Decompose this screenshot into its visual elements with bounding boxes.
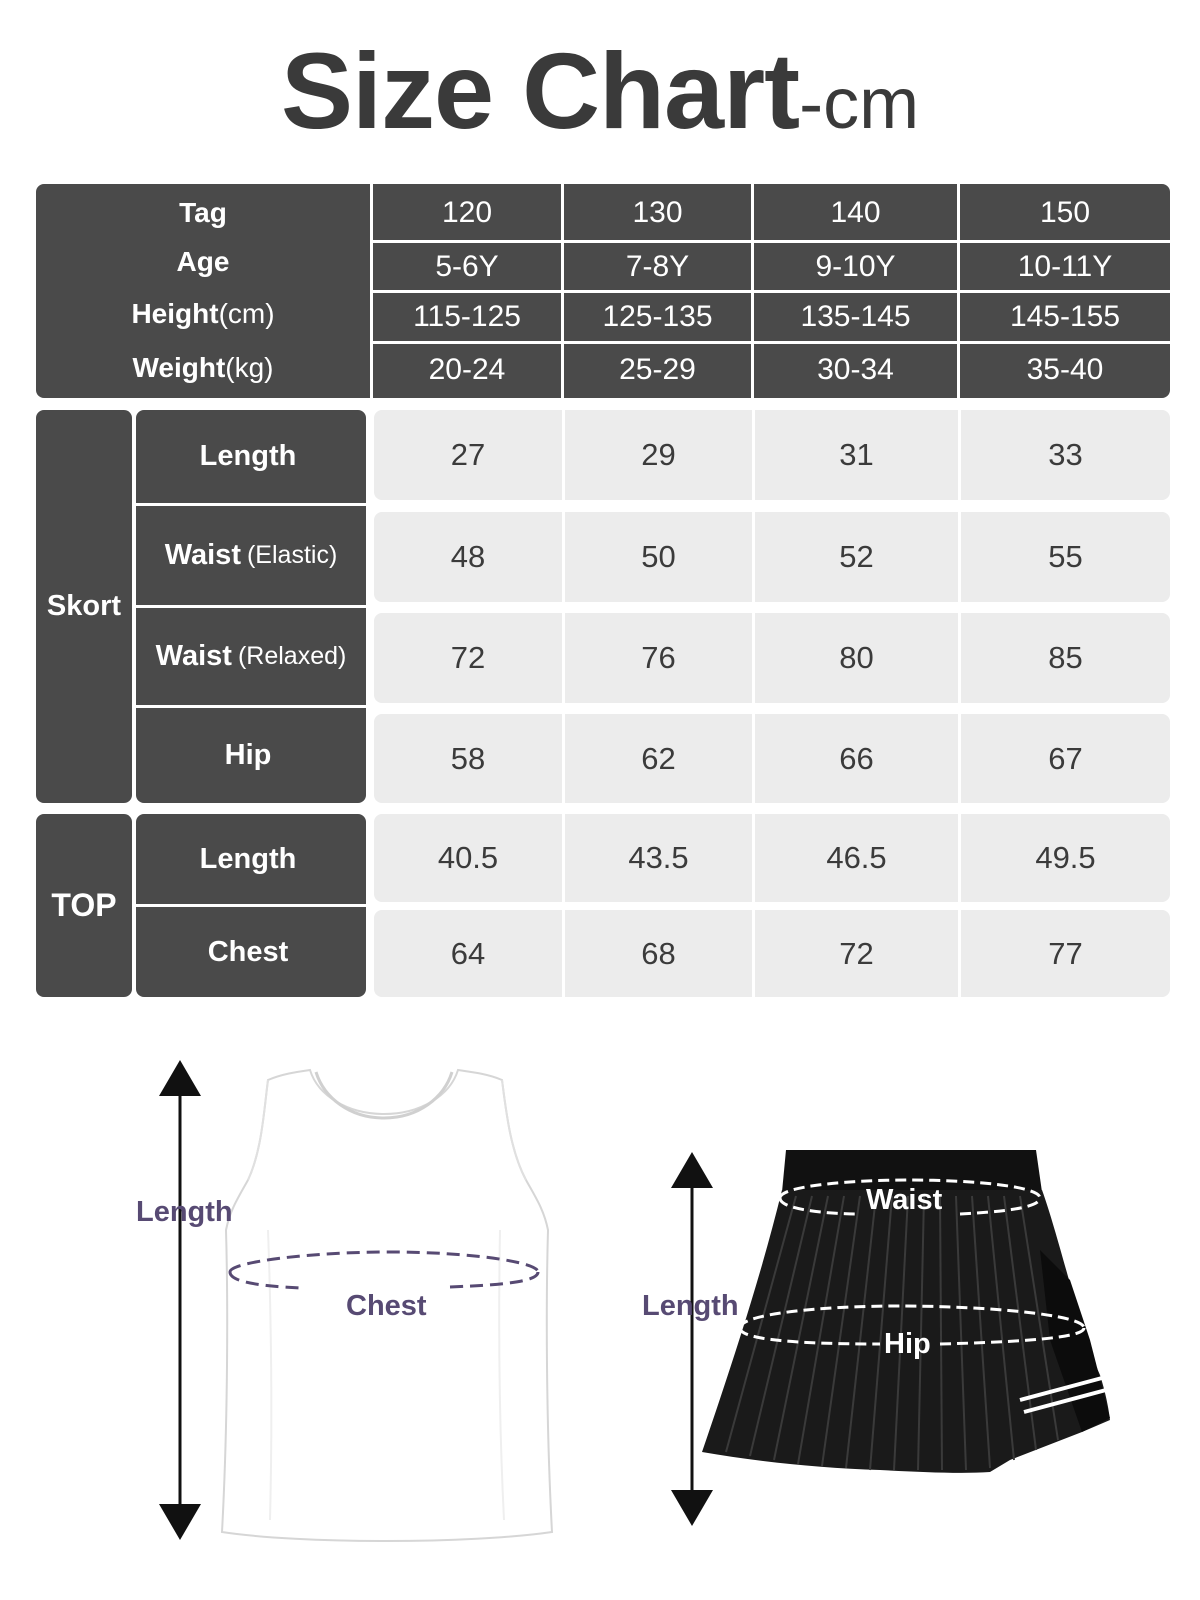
value-cell: 48 [450,539,486,574]
value-cell: 46.5 [826,840,887,875]
header-label-height: Height (cm) [131,298,275,329]
column-divider [562,410,565,997]
top-row-length [374,814,1170,902]
value-cell: 64 [450,935,486,971]
skort-row-waist-elastic [374,512,1170,602]
value-cell: 77 [1048,935,1083,971]
tag-value: 150 [1039,196,1091,229]
weight-value: 35-40 [1026,353,1104,386]
value-cell: 43.5 [628,840,689,875]
row-label-top-length: Length [136,814,366,904]
row-label-skort-waist-relaxed: Waist (Relaxed) [136,608,366,705]
value-cell: 85 [1048,640,1083,675]
value-cell: 31 [839,437,874,472]
weight-value: 25-29 [619,353,696,386]
header-block [36,184,1170,398]
header-divider [370,290,1170,293]
age-value: 5-6Y [435,250,499,283]
garment-svg [0,1040,1200,1600]
top-row-chest [374,910,1170,997]
value-cell: 72 [839,935,874,971]
tag-value: 120 [441,196,493,229]
value-cell: 58 [450,740,486,776]
height-value: 125-135 [602,300,713,333]
value-cell: 49.5 [1035,840,1096,875]
age-value: 10-11Y [1017,250,1113,283]
weight-value: 30-34 [817,353,894,386]
row-label-skort-length: Length [136,410,366,503]
tag-value: 140 [830,196,881,229]
value-cell: 27 [450,437,486,472]
tag-value: 130 [632,196,683,229]
title-main: Size Chart [280,30,800,151]
age-value: 9-10Y [815,250,896,283]
value-cell: 76 [641,640,676,675]
top-length-label: Length [136,1196,233,1228]
skort-length-label: Length [642,1290,739,1322]
row-label-skort-hip: Hip [136,708,366,803]
column-divider [958,410,961,997]
value-cell: 55 [1048,539,1083,574]
height-value: 115-125 [413,300,521,333]
skort-row-hip [374,714,1170,803]
skort-waist-label: Waist [866,1184,943,1216]
value-cell: 72 [450,640,486,675]
header-label-tag: Tag [179,197,227,228]
row-label-top-chest: Chest [136,907,366,997]
value-cell: 68 [641,935,676,971]
header-divider [370,341,1170,344]
value-cell: 40.5 [437,840,499,875]
group-label-skort: Skort [36,410,132,803]
garment-illustrations [0,1040,1200,1600]
header-label-weight: Weight (kg) [132,352,274,383]
value-cell: 66 [839,740,874,776]
column-divider [752,410,755,997]
title-unit: -cm [799,64,920,144]
page-title [0,28,1200,153]
height-value: 135-145 [800,300,911,333]
height-value: 145-155 [1009,300,1121,333]
row-label-skort-waist-elastic: Waist (Elastic) [136,506,366,605]
skort-row-waist-relaxed [374,613,1170,703]
header-divider [370,240,1170,243]
value-cell: 33 [1048,437,1083,472]
value-cell: 67 [1048,740,1083,776]
value-cell: 62 [641,740,676,776]
group-label-top: TOP [36,814,132,997]
weight-value: 20-24 [428,353,506,386]
skort-row-length [374,410,1170,500]
value-cell: 50 [641,539,676,574]
skort-hip-label: Hip [884,1328,931,1360]
age-value: 7-8Y [625,250,690,283]
header-label-age: Age [176,246,230,277]
value-cell: 29 [641,437,676,472]
value-cell: 52 [839,539,874,574]
top-chest-label: Chest [346,1290,427,1322]
value-cell: 80 [839,640,874,675]
